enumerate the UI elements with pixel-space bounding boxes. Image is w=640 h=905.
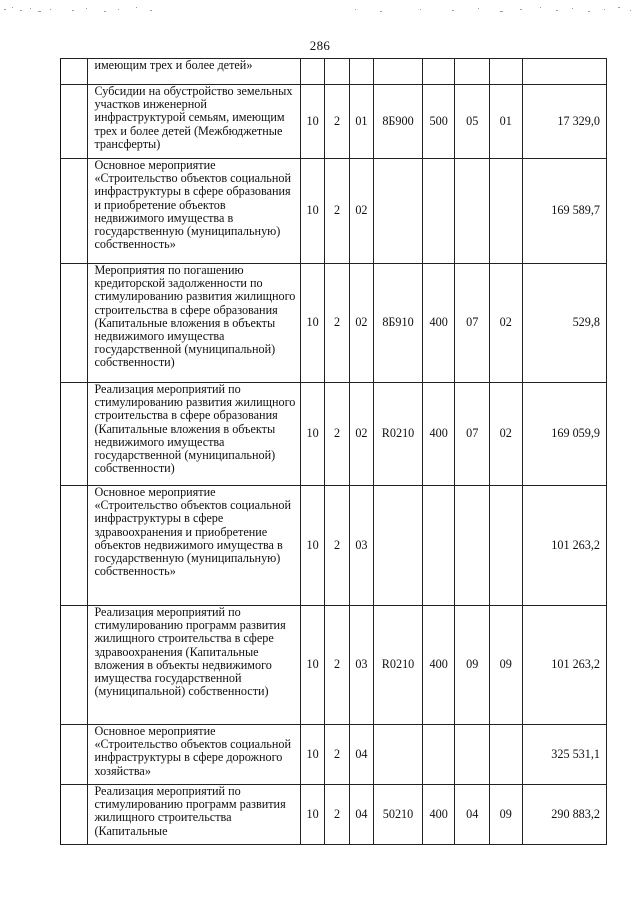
table-row [61,59,607,85]
code-cell: 2 [325,606,349,725]
blank-cell [61,85,88,159]
item-name-cell: Субсидии на обустройство земельных участков инженерной инфраструктурой семьям, имеющим трех и более детей (Межбюджетные трансферты) [88,85,301,159]
code-cell: 400 [422,606,455,725]
code-cell: 02 [349,159,373,264]
amount-cell: 290 883,2 [522,785,606,845]
code-cell: 02 [349,383,373,486]
code-cell: 04 [349,785,373,845]
code-cell: 2 [325,264,349,383]
code-cell [455,159,490,264]
table-row [61,486,607,606]
code-cell [455,725,490,785]
code-cell [422,486,455,606]
code-cell [349,59,373,85]
code-cell: 02 [490,264,523,383]
code-cell: 07 [455,383,490,486]
amount-cell: 325 531,1 [522,725,606,785]
code-cell: 10 [300,159,324,264]
code-cell: 400 [422,383,455,486]
table-row [61,725,607,785]
item-name-cell: Реализация мероприятий по стимулированию развития жилищного строительства в сфере образования (Капитальные вложения в объекты недвижимого имущества государственной (муниципальной) собственности) [88,383,301,486]
code-cell: 04 [349,725,373,785]
code-cell: 2 [325,725,349,785]
code-cell: 10 [300,486,324,606]
code-cell: 50210 [374,785,423,845]
blank-cell [61,486,88,606]
code-cell [422,725,455,785]
code-cell [490,725,523,785]
code-cell: 09 [455,606,490,725]
amount-cell: 17 329,0 [522,85,606,159]
code-cell: 02 [490,383,523,486]
code-cell [422,159,455,264]
amount-cell [522,59,606,85]
code-cell: 10 [300,785,324,845]
code-cell [300,59,324,85]
code-cell [455,486,490,606]
table-row [61,785,607,845]
item-name-cell: Основное мероприятие «Строительство объектов социальной инфраструктуры в сфере дорожного хозяйства» [88,725,301,785]
code-cell [374,159,423,264]
code-cell: 2 [325,85,349,159]
code-cell: 02 [349,264,373,383]
code-cell: 09 [490,785,523,845]
amount-cell: 169 059,9 [522,383,606,486]
code-cell: 01 [349,85,373,159]
code-cell [490,159,523,264]
code-cell: 09 [490,606,523,725]
code-cell [422,59,455,85]
blank-cell [61,383,88,486]
code-cell: 2 [325,159,349,264]
code-cell: 07 [455,264,490,383]
code-cell [325,59,349,85]
scan-noise-decoration [0,4,640,18]
code-cell: 10 [300,606,324,725]
code-cell [490,59,523,85]
blank-cell [61,159,88,264]
item-name-cell: Реализация мероприятий по стимулированию программ развития жилищного строительства (Капитальные [88,785,301,845]
table-row [61,606,607,725]
item-name-cell: Мероприятия по погашению кредиторской задолженности по стимулированию развития жилищного строительства в сфере образования (Капитальные вложения в объекты недвижимого имущества государственной (муниципальной) собственности) [88,264,301,383]
code-cell [374,725,423,785]
code-cell: 400 [422,264,455,383]
code-cell: 8Б900 [374,85,423,159]
code-cell: 05 [455,85,490,159]
budget-table [60,58,607,845]
blank-cell [61,785,88,845]
code-cell: 10 [300,725,324,785]
amount-cell: 169 589,7 [522,159,606,264]
blank-cell [61,59,88,85]
item-name-cell: Основное мероприятие «Строительство объектов социальной инфраструктуры в сфере здравоохранения и приобретение объектов недвижимого имущества в государственную (муниципальную) собственность» [88,486,301,606]
item-name-cell: Основное мероприятие «Строительство объектов социальной инфраструктуры в сфере образования и приобретение объектов недвижимого имущества в государственную (муниципальную) собственность» [88,159,301,264]
page-number: 286 [309,38,331,53]
code-cell [374,486,423,606]
code-cell: 500 [422,85,455,159]
amount-cell: 529,8 [522,264,606,383]
table-row [61,383,607,486]
code-cell [374,59,423,85]
code-cell [455,59,490,85]
code-cell: 04 [455,785,490,845]
code-cell: 10 [300,264,324,383]
blank-cell [61,264,88,383]
table-row [61,159,607,264]
code-cell: 400 [422,785,455,845]
code-cell [490,486,523,606]
code-cell: 01 [490,85,523,159]
code-cell: 10 [300,383,324,486]
code-cell: 10 [300,85,324,159]
code-cell: 03 [349,486,373,606]
amount-cell: 101 263,2 [522,486,606,606]
code-cell: 2 [325,383,349,486]
amount-cell: 101 263,2 [522,606,606,725]
blank-cell [61,606,88,725]
code-cell: 2 [325,486,349,606]
code-cell: 03 [349,606,373,725]
code-cell: R0210 [374,606,423,725]
code-cell: 8Б910 [374,264,423,383]
item-name-cell: Реализация мероприятий по стимулированию программ развития жилищного строительства в сфере здравоохранения (Капитальные вложения в объекты недвижимого имущества государственной (муниципальной) собственности) [88,606,301,725]
code-cell: R0210 [374,383,423,486]
table-row [61,85,607,159]
table-row [61,264,607,383]
code-cell: 2 [325,785,349,845]
item-name-cell: имеющим трех и более детей» [88,59,301,85]
blank-cell [61,725,88,785]
